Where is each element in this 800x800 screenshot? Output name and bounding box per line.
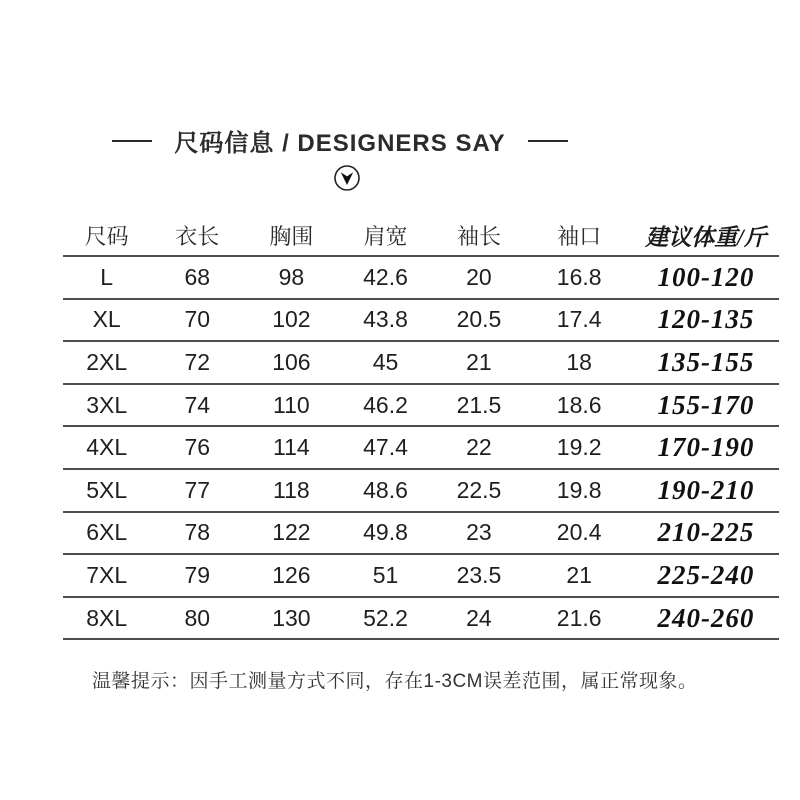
size-table xyxy=(63,216,779,640)
table-row xyxy=(63,512,779,555)
measure-cell: 21 xyxy=(525,554,632,597)
measure-cell: 106 xyxy=(244,341,339,384)
measure-cell: 16.8 xyxy=(525,256,632,299)
table-row xyxy=(63,469,779,512)
size-cell: XL xyxy=(63,299,150,342)
measure-cell: 24 xyxy=(432,597,525,640)
measure-cell: 17.4 xyxy=(525,299,632,342)
column-header-sleeve: 袖长 xyxy=(432,216,525,256)
table-row xyxy=(63,597,779,640)
column-header-shoulder: 肩宽 xyxy=(339,216,433,256)
measure-cell: 19.2 xyxy=(525,426,632,469)
measure-cell: 21 xyxy=(432,341,525,384)
measure-cell: 21.5 xyxy=(432,384,525,427)
table-header-row xyxy=(63,216,779,256)
measure-cell: 76 xyxy=(150,426,244,469)
title-dash-right xyxy=(528,140,568,142)
measure-cell: 79 xyxy=(150,554,244,597)
size-cell: 8XL xyxy=(63,597,150,640)
measure-cell: 74 xyxy=(150,384,244,427)
measure-cell: 98 xyxy=(244,256,339,299)
size-cell: 2XL xyxy=(63,341,150,384)
column-header-cuff: 袖口 xyxy=(525,216,632,256)
table-row xyxy=(63,256,779,299)
measure-cell: 46.2 xyxy=(339,384,433,427)
table-row xyxy=(63,554,779,597)
page-title: 尺码信息 / DESIGNERS SAY xyxy=(174,130,506,157)
measure-cell: 22.5 xyxy=(432,469,525,512)
measure-cell: 23 xyxy=(432,512,525,555)
measure-cell: 72 xyxy=(150,341,244,384)
measure-cell: 21.6 xyxy=(525,597,632,640)
measure-cell: 78 xyxy=(150,512,244,555)
size-chart-title-row xyxy=(0,123,740,158)
weight-cell: 135-155 xyxy=(633,341,779,384)
size-cell: 3XL xyxy=(63,384,150,427)
column-header-weight: 建议体重/斤 xyxy=(633,216,779,256)
measure-cell: 77 xyxy=(150,469,244,512)
size-cell: 6XL xyxy=(63,512,150,555)
measure-cell: 18 xyxy=(525,341,632,384)
weight-cell: 170-190 xyxy=(633,426,779,469)
measure-cell: 45 xyxy=(339,341,433,384)
measure-cell: 118 xyxy=(244,469,339,512)
measure-cell: 49.8 xyxy=(339,512,433,555)
weight-cell: 100-120 xyxy=(633,256,779,299)
size-table-body xyxy=(63,256,779,639)
size-cell: 5XL xyxy=(63,469,150,512)
weight-cell: 190-210 xyxy=(633,469,779,512)
measure-cell: 68 xyxy=(150,256,244,299)
measure-cell: 20 xyxy=(432,256,525,299)
measure-cell: 51 xyxy=(339,554,433,597)
measure-cell: 47.4 xyxy=(339,426,433,469)
weight-cell: 240-260 xyxy=(633,597,779,640)
title-dash-left xyxy=(112,140,152,142)
measure-cell: 122 xyxy=(244,512,339,555)
table-row xyxy=(63,426,779,469)
measure-cell: 20.5 xyxy=(432,299,525,342)
size-cell: 4XL xyxy=(63,426,150,469)
measure-cell: 43.8 xyxy=(339,299,433,342)
measure-cell: 48.6 xyxy=(339,469,433,512)
measure-cell: 22 xyxy=(432,426,525,469)
column-header-size: 尺码 xyxy=(63,216,150,256)
measure-cell: 110 xyxy=(244,384,339,427)
measure-cell: 126 xyxy=(244,554,339,597)
measure-cell: 114 xyxy=(244,426,339,469)
table-row xyxy=(63,299,779,342)
measure-cell: 19.8 xyxy=(525,469,632,512)
size-cell: L xyxy=(63,256,150,299)
table-row xyxy=(63,341,779,384)
weight-cell: 120-135 xyxy=(633,299,779,342)
column-header-length: 衣长 xyxy=(150,216,244,256)
measure-cell: 20.4 xyxy=(525,512,632,555)
measure-cell: 23.5 xyxy=(432,554,525,597)
measure-cell: 130 xyxy=(244,597,339,640)
measure-cell: 18.6 xyxy=(525,384,632,427)
measure-cell: 70 xyxy=(150,299,244,342)
measure-cell: 52.2 xyxy=(339,597,433,640)
measure-cell: 102 xyxy=(244,299,339,342)
size-cell: 7XL xyxy=(63,554,150,597)
measure-cell: 80 xyxy=(150,597,244,640)
column-header-chest: 胸围 xyxy=(244,216,339,256)
chevron-down-circle-icon xyxy=(333,164,361,192)
note-text: 温馨提示：因手工测量方式不同，存在1-3CM误差范围，属正常现象。 xyxy=(92,671,698,692)
weight-cell: 155-170 xyxy=(633,384,779,427)
weight-cell: 225-240 xyxy=(633,554,779,597)
weight-cell: 210-225 xyxy=(633,512,779,555)
table-row xyxy=(63,384,779,427)
measure-cell: 42.6 xyxy=(339,256,433,299)
